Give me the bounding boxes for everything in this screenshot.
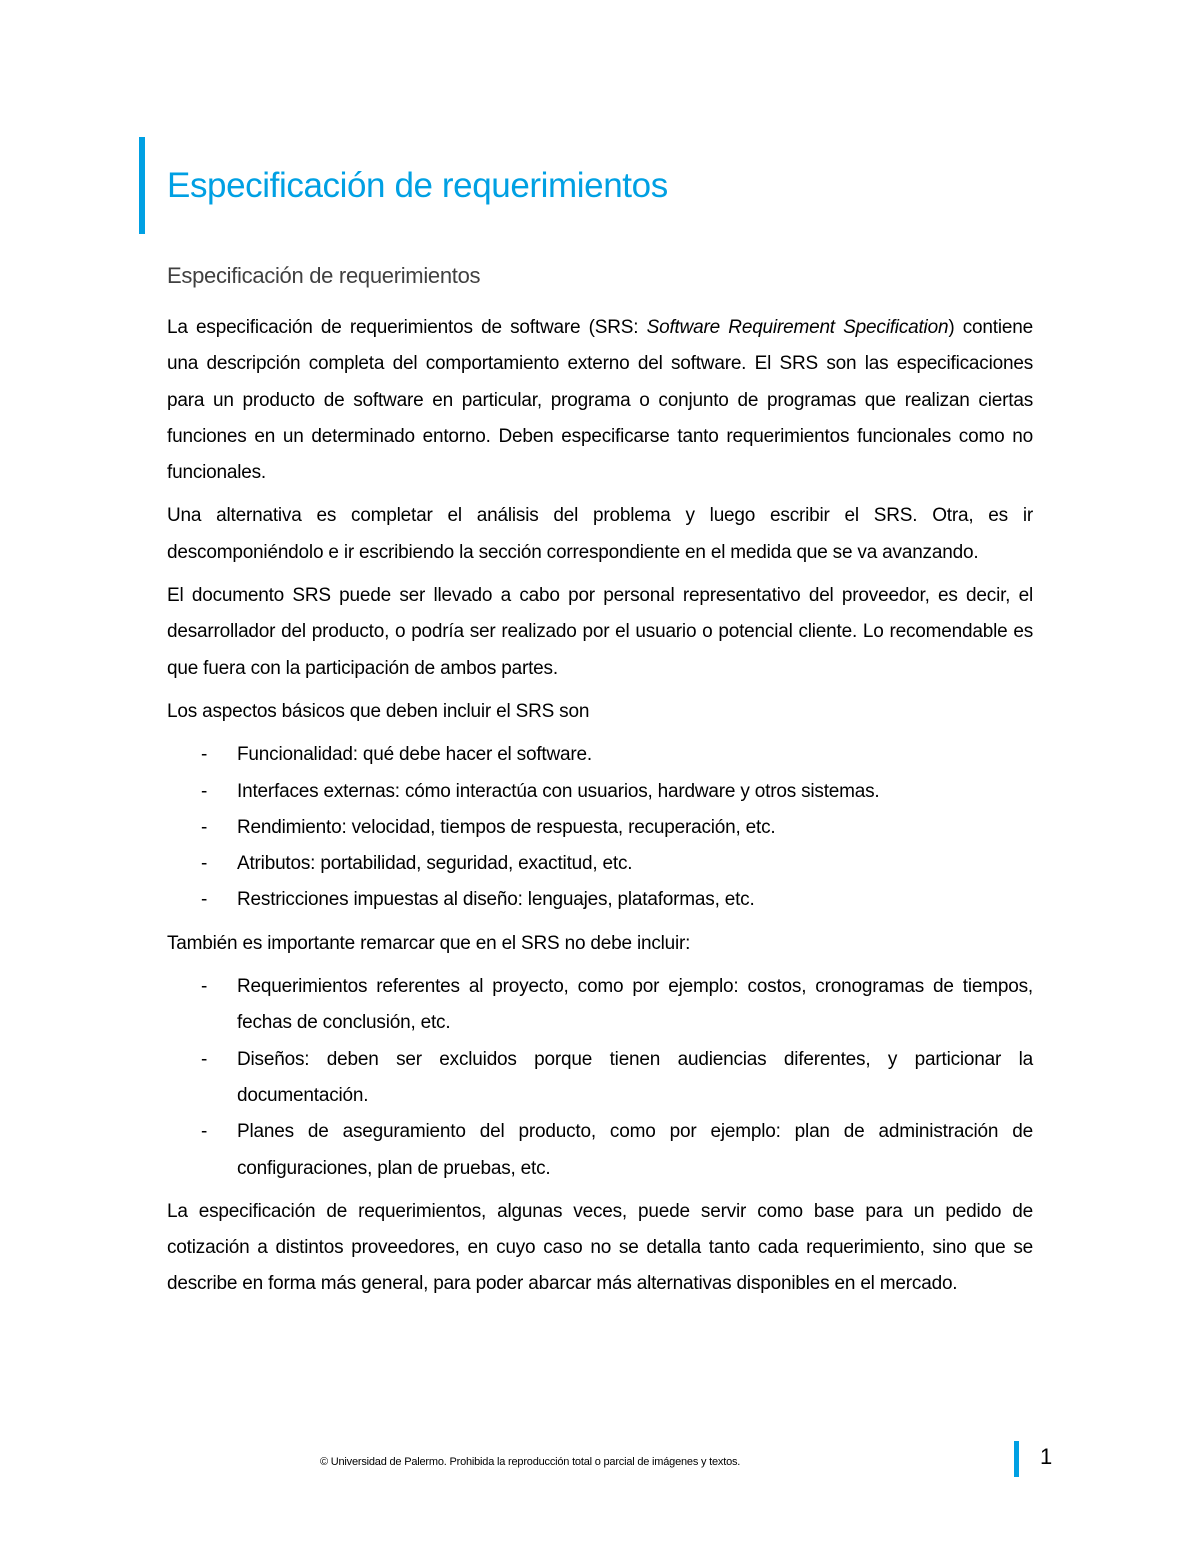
section-subtitle: Especificación de requerimientos xyxy=(167,263,481,288)
bullet-dash: - xyxy=(201,780,208,802)
list-item-text: Planes de aseguramiento del producto, como por ejemplo: plan de administración de configuraciones, plan de pruebas, etc. xyxy=(237,1121,1033,1179)
bullet-dash: - xyxy=(201,744,208,766)
bullet-dash: - xyxy=(201,853,208,875)
list-item-text: Restricciones impuestas al diseño: lenguajes, plataformas, etc. xyxy=(237,889,755,911)
paragraph-srs-author: El documento SRS puede ser llevado a cabo por personal representativo del proveedor, es decir, el desarrollador del producto, o podría ser realizado por el usuario o potencial cliente. Lo recomendable es que fuera con la participación de ambos partes. xyxy=(167,585,1033,679)
list-exclusions xyxy=(167,969,1033,1187)
list-basic-aspects xyxy=(167,737,1033,918)
paragraph-alternative: Una alternativa es completar el análisis del problema y luego escribir el SRS. Otra, es ir descomponiéndolo e ir escribiendo la sección correspondiente en el medida que se va avanzando. xyxy=(167,505,1033,563)
footer-copyright: © Universidad de Palermo. Prohibida la reproducción total o parcial de imágenes y textos. xyxy=(320,1456,741,1468)
list-item xyxy=(167,969,1033,1042)
page-number: 1 xyxy=(1040,1444,1053,1469)
list-item-text: Funcionalidad: qué debe hacer el software. xyxy=(237,744,592,766)
paragraph-srs-definition xyxy=(167,310,1033,491)
list-item xyxy=(167,1114,1033,1187)
list-item-text: Interfaces externas: cómo interactúa con usuarios, hardware y otros sistemas. xyxy=(237,780,880,802)
bullet-dash: - xyxy=(201,889,208,911)
title-accent-bar xyxy=(139,137,145,234)
paragraph-exclusions: También es importante remarcar que en el SRS no debe incluir: xyxy=(167,932,691,954)
list-item xyxy=(167,846,1033,882)
list-item-text: Diseños: deben ser excluidos porque tienen audiencias diferentes, y particionar la documentación. xyxy=(237,1048,1033,1106)
document-body xyxy=(167,310,1033,1310)
list-item xyxy=(167,810,1033,846)
paragraph-text: ) contiene una descripción completa del comportamiento externo del software. El SRS son las especificaciones para un producto de software en particular, programa o conjunto de programas que realizan ciertas funciones en un determinado entorno. Deben especificarse tanto requerimientos funcionales como no funcionales. xyxy=(167,317,1033,484)
italic-term: Software Requirement Specification xyxy=(646,317,949,338)
paragraph-quotation: La especificación de requerimientos, algunas veces, puede servir como base para un pedido de cotización a distintos proveedores, en cuyo caso no se detalla tanto cada requerimiento, sino que se describe en forma más general, para poder abarcar más alternativas disponibles en el mercado. xyxy=(167,1200,1033,1295)
list-item-text: Atributos: portabilidad, seguridad, exactitud, etc. xyxy=(237,853,633,875)
bullet-dash: - xyxy=(201,1121,208,1143)
bullet-dash: - xyxy=(201,1048,208,1070)
document-title: Especificación de requerimientos xyxy=(167,166,668,205)
list-item xyxy=(167,774,1033,810)
paragraph-text: La especificación de requerimientos de software (SRS: xyxy=(167,317,647,338)
list-item xyxy=(167,1042,1033,1115)
bullet-dash: - xyxy=(201,976,208,998)
list-item xyxy=(167,882,1033,918)
list-item-text: Rendimiento: velocidad, tiempos de respuesta, recuperación, etc. xyxy=(237,816,776,838)
list-item xyxy=(167,737,1033,773)
paragraph-basic-aspects: Los aspectos básicos que deben incluir el SRS son xyxy=(167,700,590,722)
bullet-dash: - xyxy=(201,816,208,838)
list-item-text: Requerimientos referentes al proyecto, como por ejemplo: costos, cronogramas de tiempos, fechas de conclusión, etc. xyxy=(237,976,1033,1034)
footer-accent-bar xyxy=(1014,1441,1019,1477)
